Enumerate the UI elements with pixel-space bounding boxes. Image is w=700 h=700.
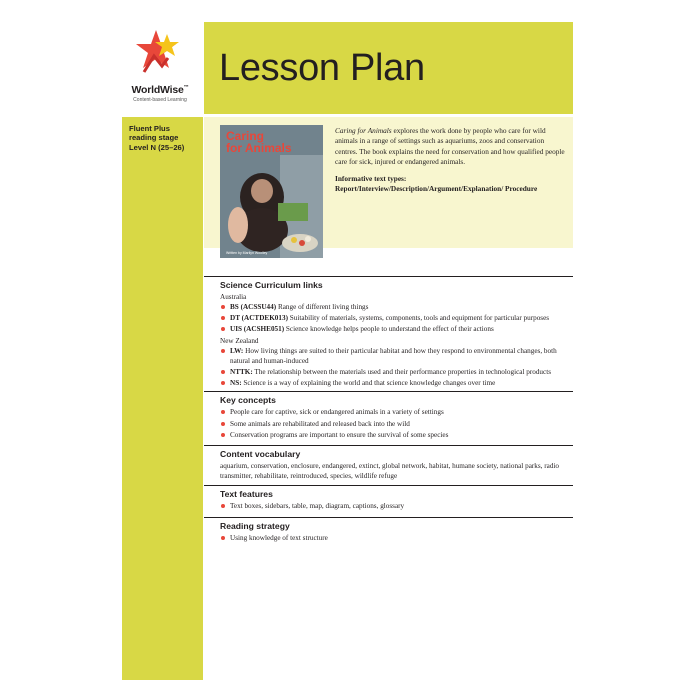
- curriculum-code: LW:: [230, 346, 244, 355]
- vocabulary-section: [204, 445, 573, 485]
- curriculum-text: How living things are suited to their particular habitat and how they respond to environmental changes, both natural and human-induced: [230, 346, 557, 365]
- text-types-label: Informative text types:: [335, 174, 407, 184]
- bullet-icon: [221, 433, 225, 437]
- list-item: [220, 378, 573, 388]
- cover-author: Written by Marilyn Woolley: [226, 251, 268, 255]
- book-description: [335, 126, 565, 195]
- vocabulary-text: aquarium, conservation, enclosure, endangered, extinct, global network, habitat, humane society, national parks, radio transmitter, rehabilitate, reintroduced, species, wildlife refuge: [220, 462, 560, 481]
- intro-body: explores the work done by people who care for wild animals in a range of settings such as aquariums, zoos and conservation centres. The book explains the need for conservation and how qualified people care for sick, injured or endangered animals.: [335, 126, 565, 166]
- bullet-icon: [221, 327, 225, 331]
- cover-title-line: Caring: [226, 129, 265, 143]
- curriculum-code: UIS (ACSHE051): [230, 325, 285, 334]
- list-item: [220, 302, 573, 312]
- list-item: [220, 346, 573, 366]
- list-item: [220, 501, 573, 511]
- curriculum-text: The relationship between the materials used and their performance properties in technological products: [252, 368, 552, 377]
- key-concepts-list: [220, 407, 573, 440]
- section-heading: Text features: [220, 489, 273, 500]
- book-title: Caring for Animals: [335, 126, 392, 135]
- reading-strategy-section: [204, 517, 573, 548]
- section-heading: Content vocabulary: [220, 449, 301, 460]
- list-item: [220, 324, 573, 334]
- star-logo-icon: [134, 28, 186, 80]
- region-label: New Zealand: [220, 336, 259, 345]
- list-item-text: People care for captive, sick or endangered animals in a variety of settings: [230, 408, 444, 417]
- curriculum-text: Science knowledge helps people to understand the effect of their actions: [284, 325, 494, 334]
- australia-list: [220, 302, 573, 335]
- bullet-icon: [221, 381, 225, 385]
- curriculum-code: DT (ACTDEK013): [230, 314, 288, 323]
- intro-band: [204, 117, 573, 255]
- sidebar: [122, 117, 203, 680]
- list-item-text: Conservation programs are important to ensure the survival of some species: [230, 430, 449, 439]
- text-features-section: [204, 485, 573, 516]
- bullet-icon: [221, 305, 225, 309]
- stage-line: reading stage: [129, 133, 179, 143]
- text-features-list: [220, 501, 573, 511]
- worldwise-logo: [120, 28, 200, 108]
- brand-name: WorldWise™: [131, 84, 189, 96]
- reading-strategy-list: [220, 533, 573, 543]
- list-item: [220, 367, 573, 377]
- list-item: [220, 313, 573, 323]
- region-label: Australia: [220, 293, 247, 301]
- list-item: [220, 419, 573, 429]
- curriculum-code: NS:: [230, 379, 242, 388]
- lesson-content: [204, 276, 573, 548]
- book-cover: [220, 125, 323, 258]
- section-heading: Science Curriculum links: [220, 280, 323, 290]
- stage-line: Fluent Plus: [129, 124, 170, 133]
- page-title: Lesson Plan: [219, 47, 425, 89]
- bullet-icon: [221, 504, 225, 508]
- list-item: [220, 407, 573, 417]
- cover-title-line: for Animals: [226, 141, 292, 155]
- curriculum-code: BS (ACSSU44): [230, 303, 277, 311]
- curriculum-text: Range of different living things: [276, 303, 369, 311]
- text-types: Report/Interview/Description/Argument/Explanation/ Procedure: [335, 184, 538, 194]
- bullet-icon: [221, 349, 225, 353]
- curriculum-text: Science is a way of explaining the world and that science knowledge changes over time: [241, 379, 496, 388]
- section-heading: Reading strategy: [220, 520, 290, 531]
- reading-stage: [129, 124, 184, 152]
- list-item-text: Some animals are rehabilitated and released back into the wild: [230, 419, 410, 428]
- intro-paragraph: [335, 126, 565, 167]
- brand-tagline: Content-based Learning: [133, 97, 187, 103]
- cover-title: [226, 130, 292, 154]
- bullet-icon: [221, 316, 225, 320]
- list-item: [220, 533, 573, 543]
- bullet-icon: [221, 370, 225, 374]
- list-item-text: Using knowledge of text structure: [230, 533, 328, 542]
- bullet-icon: [221, 422, 225, 426]
- title-band: [204, 22, 573, 114]
- new-zealand-list: [220, 346, 573, 389]
- curriculum-section: [204, 276, 573, 391]
- list-item: [220, 430, 573, 440]
- bullet-icon: [221, 410, 225, 414]
- key-concepts-section: [204, 391, 573, 445]
- bullet-icon: [221, 536, 225, 540]
- curriculum-code: NTTK:: [230, 368, 253, 377]
- stage-level: Level N (25–26): [129, 142, 185, 152]
- list-item-text: Text boxes, sidebars, table, map, diagram, captions, glossary: [230, 502, 405, 511]
- section-heading: Key concepts: [220, 395, 276, 406]
- curriculum-text: Suitability of materials, systems, components, tools and equipment for particular purposes: [287, 314, 550, 323]
